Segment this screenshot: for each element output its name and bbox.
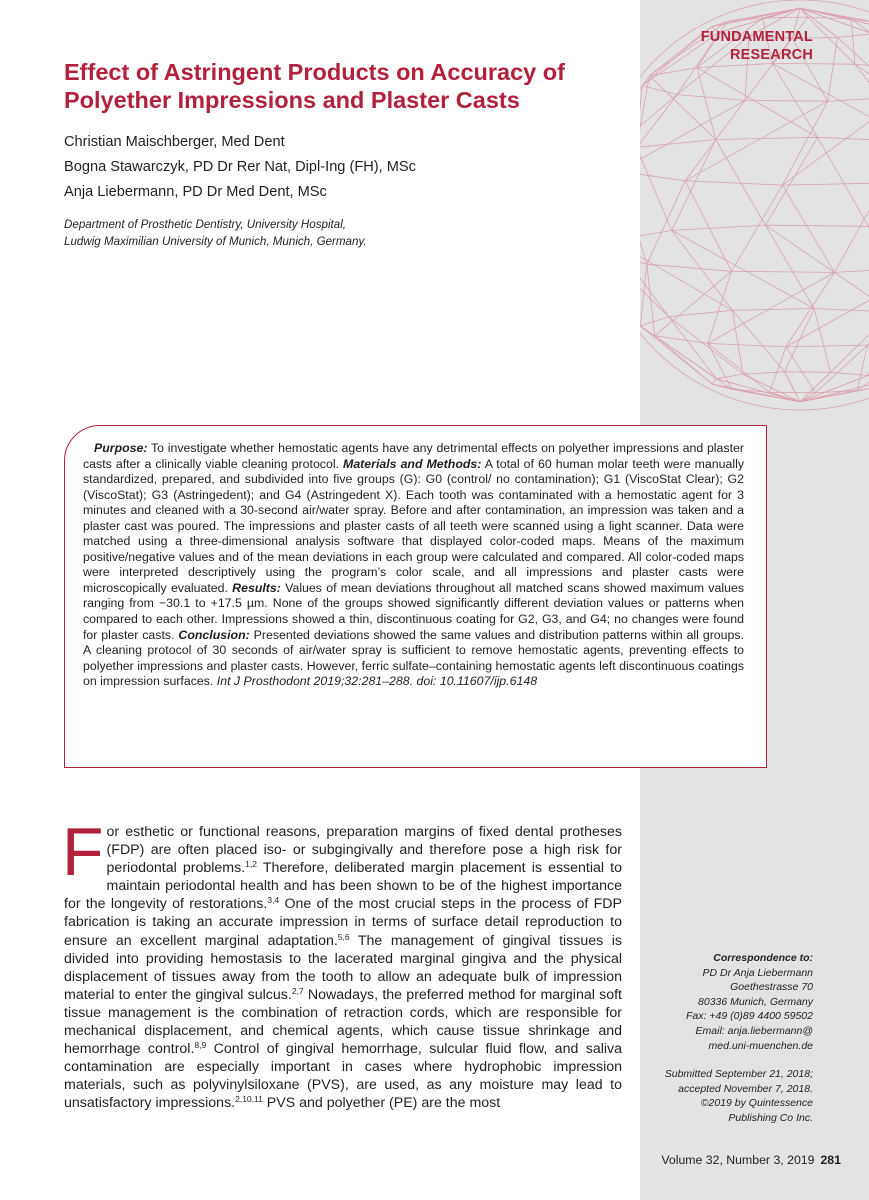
author: Anja Liebermann, PD Dr Med Dent, MSc [64,184,327,200]
body-paragraph [62,814,623,1113]
sphere-edge [640,230,672,240]
sphere-edge [743,374,800,402]
results-text: Values of mean deviations throughout all matched scans showed maximum values ranging from −30.1 to +17.5 µm. None of the groups showed significantly different deviation values or patterns when compared to each other. Impressions showed a thin, discontinuous coating for G2, G3, and G4; no changes were found for plaster casts. [83,580,744,642]
correspondence-line: Fax: +49 (0)89 4400 59502 [686,1010,813,1023]
page-number: 281 [820,1153,841,1167]
sphere-edge [640,326,716,379]
citation-ref[interactable]: 1,2 [245,859,257,870]
correspondence-line: PD Dr Anja Liebermann [702,966,813,979]
sphere-edge [647,264,655,336]
sphere-edge [766,225,815,308]
sphere-edge [672,230,814,308]
author: Bogna Stawarczyk, PD Dr Rer Nat, Dipl-Ing (FH), MSc [64,159,416,175]
sphere-edge [851,19,869,70]
sphere-edge [766,225,869,226]
sphere-edge [786,345,868,347]
sphere-edge [647,181,685,264]
sphere-edge [828,37,838,101]
sphere-edge [640,140,716,148]
correspondence-heading: Correspondence to: [713,952,813,964]
methods-text: A total of 60 human molar teeth were manually standardized, prepared, and subdivided into five groups (G): G0 (control/ no contamination); G1 (ViscoStat Clear); G2 (ViscoStat); G3 (Astringedent); and G4 (Astringedent X). Each tooth was contaminated with a hemostatic agent for 3 minutes and cleaned with a 30-second air/water spray. Before and after contamination, an impression was taken and a plaster cast was poured. The impressions and plaster casts of all teeth were scanned using a light scanner. Data were matched using a three-dimensional analysis software that displayed color-coded maps. Means of the maximum positive/negative values and of the mean deviations in each group were calculated and compared. All color-coded maps were interpreted descriptively using the program’s color scale, and all impressions and plaster casts were microscopically evaluated. [83,456,744,595]
sphere-edge [649,76,715,140]
sphere-edge [786,347,816,393]
citation-ref[interactable]: 8,9 [194,1040,207,1051]
abstract-box [64,425,767,768]
sphere-edge [835,267,869,272]
sphere-edge [782,97,869,185]
body-text-segment: The management of gingival tissues is divided into providing hemostasis to the lacerated marginal gingiva and the physical displacement of tissues away from the tooth to allow an adequate bulk of impression material to enter the gingival sulcus. [64,932,622,1003]
citation-ref[interactable]: 2,7 [291,985,304,996]
sphere-edge [745,100,828,101]
author: Christian Maischberger, Med Dent [64,134,285,150]
drop-cap: F [62,814,104,890]
conclusion-label: Conclusion: [178,627,250,642]
sphere-edge [677,95,745,101]
section-label-line-2: RESEARCH [730,47,813,63]
sphere-edge [697,68,716,140]
body-text-segment: One of the most crucial steps in the process of FDP fabrication is taking an accurate impression in terms of surface detail reproduction to ensure an excellent marginal adaptation. [64,896,622,949]
sphere-edge [640,100,745,171]
sphere-edge [640,95,677,172]
sphere-edge [808,17,855,64]
body-text-segment: or esthetic or functional reasons, preparation margins of fixed dental protheses (FDP) are often placed iso- or subgingivally and therefore pose a high risk for periodontal problems. [106,824,622,877]
sphere-edge [640,326,712,384]
sphere-edge [855,64,869,151]
sphere-edge [732,310,784,372]
sphere-edge [649,68,697,76]
section-label [640,28,813,64]
sphere-edge [716,137,818,139]
sphere-edge [857,345,868,390]
submission-info [640,1067,813,1125]
sphere-edge [785,309,815,372]
sphere-edge [782,183,869,185]
sphere-edge [672,225,766,230]
correspondence-line: Goethestrasse 70 [730,981,813,994]
sphere-edge [672,140,716,231]
sphere-edge [640,241,732,311]
purpose-text: To investigate whether hemostatic agents have any detrimental effects on polyether impressions and plaster casts after a clinically viable cleaning protocol. [83,441,744,471]
methods-label: Materials and Methods: [343,456,482,471]
sphere-edge [640,147,672,230]
sphere-edge [800,376,868,402]
sphere-edge [640,317,669,326]
citation-ref[interactable]: 2,10,11 [235,1094,263,1105]
sphere-edge [851,19,855,64]
citation: Int J Prosthodont 2019;32:281–288. doi: 10.11607/ijp.6148 [216,674,538,689]
sphere-edge [727,8,800,21]
sphere-edge [640,241,669,317]
sphere-edge [772,63,869,141]
sphere-edge [786,267,869,347]
sphere-edge [800,372,831,402]
sphere-edge [716,374,743,379]
submission-line: Submitted September 21, 2018; [664,1068,813,1080]
sphere-edge [785,372,800,402]
sphere-edge [669,310,733,316]
section-label-line-1: FUNDAMENTAL [700,29,813,45]
sphere-edge [814,309,869,313]
sphere-edge [640,264,647,326]
citation-ref[interactable]: 3,4 [267,895,280,906]
sphere-edge [716,379,800,402]
page-footer [661,1153,841,1167]
body-text-flow [62,814,623,1112]
body-text-segment: PVS and polyether (PE) are the most [262,1095,501,1112]
correspondence-email[interactable]: med.uni-muenchen.de [708,1039,813,1052]
affiliation-line-2: Ludwig Maximilian University of Munich, Munich, Germany. [64,235,367,248]
title-line-1: Effect of Astringent Products on Accuracy of [64,59,565,85]
sphere-edge [712,379,716,385]
sphere-edge [786,272,835,347]
sphere-edge [732,309,814,311]
title-line-2: Polyether Impressions and Plaster Casts [64,87,520,113]
body-text-segment: Therefore, deliberated margin placement is essential to maintain periodontal health and has been shown to be of the highest importance for the longevity of restorations. [64,860,623,913]
sphere-edge [814,309,830,373]
sphere-edge [697,63,772,67]
purpose-label: Purpose: [94,441,148,455]
author-list [64,130,624,205]
sphere-edge [782,185,834,272]
citation-ref[interactable]: 5,6 [337,931,350,942]
sphere-edge [838,34,869,38]
sphere-edge [685,181,782,185]
results-label: Results: [232,580,281,595]
conclusion-text: Presented deviations showed the same values and distribution patterns within all groups. A cleaning protocol of 30 seconds of air/water spray is sufficient to remove hemostatic agents, preventing effects to polyether impressions and plaster casts. However, ferric sulfate–containing hemostatic agents left discontinuous coatings on impression surfaces. [83,627,744,689]
sphere-edge [770,392,816,393]
submission-line: accepted November 7, 2018. [678,1082,813,1095]
sphere-edge [763,8,801,18]
submission-line: ©2019 by Quintessence [700,1097,813,1110]
body-text-segment: Control of gingival hemorrhage, sulcular fluid flow, and saliva contamination are especially important in cases where hydrophobic impression materials, such as polyvinylsiloxane (PVS), are used, as any moisture may lead to unsatisfactory impressions. [64,1041,622,1112]
sphere-edge [712,384,800,402]
submission-line: Publishing Co Inc. [728,1111,813,1124]
sphere-edge [770,347,786,392]
correspondence-block [640,951,813,1053]
sphere-edge [766,137,818,225]
article-title [64,58,624,114]
affiliation [64,216,624,250]
affiliation-line-1: Department of Prosthetic Dentistry, University Hospital, [64,218,346,231]
correspondence-email[interactable]: Email: anja.liebermann@ [695,1024,813,1037]
sphere-edge [743,372,785,374]
body-text-segment: Nowadays, the preferred method for marginal soft tissue management is the combination of retraction cords, which are responsible for mechanical displacement, and chemical agents, which cause tissue shrinkage and hemorrhage control. [64,986,622,1058]
sphere-edge [732,185,783,271]
correspondence-line: 80336 Munich, Germany [698,995,813,1008]
sphere-edge [640,171,647,264]
sphere-edge [818,137,869,226]
abstract-text [83,441,744,690]
sphere-edge [708,272,835,343]
sphere-edge [785,372,831,373]
volume-info: Volume 32, Number 3, 2019 [661,1153,815,1167]
sphere-edge [708,343,786,347]
